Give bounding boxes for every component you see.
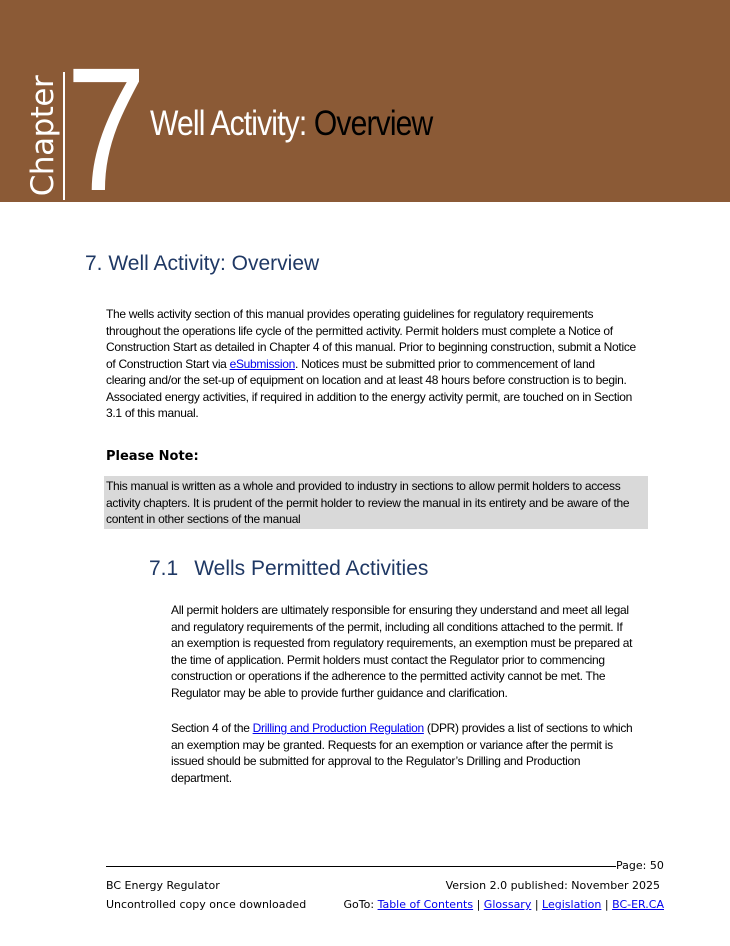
section-intro-paragraph [106, 306, 636, 422]
footer-version: Version 2.0 published: November 2025 [445, 879, 660, 892]
subsection-number: 7.1 [149, 557, 179, 580]
glossary-link[interactable]: Glossary [483, 898, 532, 911]
please-note-label: Please Note: [106, 449, 199, 464]
banner-title-part2: Overview [313, 104, 433, 143]
separator: | [473, 898, 484, 911]
page-number: Page: 50 [616, 859, 664, 872]
legislation-link[interactable]: Legislation [542, 898, 602, 911]
subsection-paragraph-1: All permit holders are ultimately responsible for ensuring they understand and meet all legal and regulatory requirements of the permit, including all conditions attached to the permit. If an exemption is requested from regulatory requirements, an exemption must be prepared at the time of application. Permit holders must contact the Regulator prior to commencing construction or operations if the adherence to the permitted activity cannot be met. The Regulator may be able to provide further guidance and clarification. [171, 603, 633, 700]
subsection-paragraph-2 [171, 720, 633, 786]
footer-copy-note: Uncontrolled copy once downloaded [106, 898, 307, 911]
separator: | [531, 898, 543, 911]
bcer-link[interactable]: BC-ER.CA [612, 898, 664, 911]
chapter-number: 7 [66, 32, 147, 228]
note-text: This manual is written as a whole and provided to industry in sections to allow permit holders to access activity chapters. It is prudent of the permit holder to review the manual in its entirety and be aware of the content in other sections of the manual [106, 479, 630, 526]
chapter-divider [63, 72, 65, 200]
footer-divider [106, 866, 616, 867]
banner-title [150, 102, 432, 146]
esubmission-link[interactable]: eSubmission [229, 356, 295, 371]
subsection-title: Wells Permitted Activities [194, 557, 429, 580]
footer-goto [344, 898, 664, 911]
section-heading: 7. Well Activity: Overview [85, 252, 320, 275]
goto-label: GoTo: [343, 898, 378, 911]
chapter-word-label: Chapter [25, 75, 61, 197]
footer-org: BC Energy Regulator [106, 879, 220, 892]
subsection-heading [149, 557, 428, 581]
separator: | [601, 898, 613, 911]
intro-text-b: . Notices must be submitted prior to commencement of land clearing and/or the set-up of equipment on location and at least 48 hours before construction is to begin. Associated energy activities, if required in addition to the energy activity permit, are touched on in Section 3.1 of this manual. [106, 356, 632, 420]
chapter-banner [0, 0, 730, 228]
intro-text-a: The wells activity section of this manual provides operating guidelines for regulatory requirements throughout the operations life cycle of the permitted activity. Permit holders must complete a Notice of Construction Start as detailed in Chapter 4 of this manual. Prior to beginning construction, submit a Notice of Construction Start via [106, 307, 636, 371]
dpr-link[interactable]: Drilling and Production Regulation [252, 721, 424, 735]
chapter-word [25, 75, 61, 197]
banner-title-part1: Well Activity: [150, 104, 314, 143]
dpr-text-a: Section 4 of the [171, 721, 253, 735]
dpr-text-b: (DPR) provides a list of sections to which an exemption may be granted. Requests for an exemption or variance after the permit is issued should be submitted for approval to the Regulator’s Drilling and Production department. [171, 721, 633, 785]
toc-link[interactable]: Table of Contents [377, 898, 474, 911]
